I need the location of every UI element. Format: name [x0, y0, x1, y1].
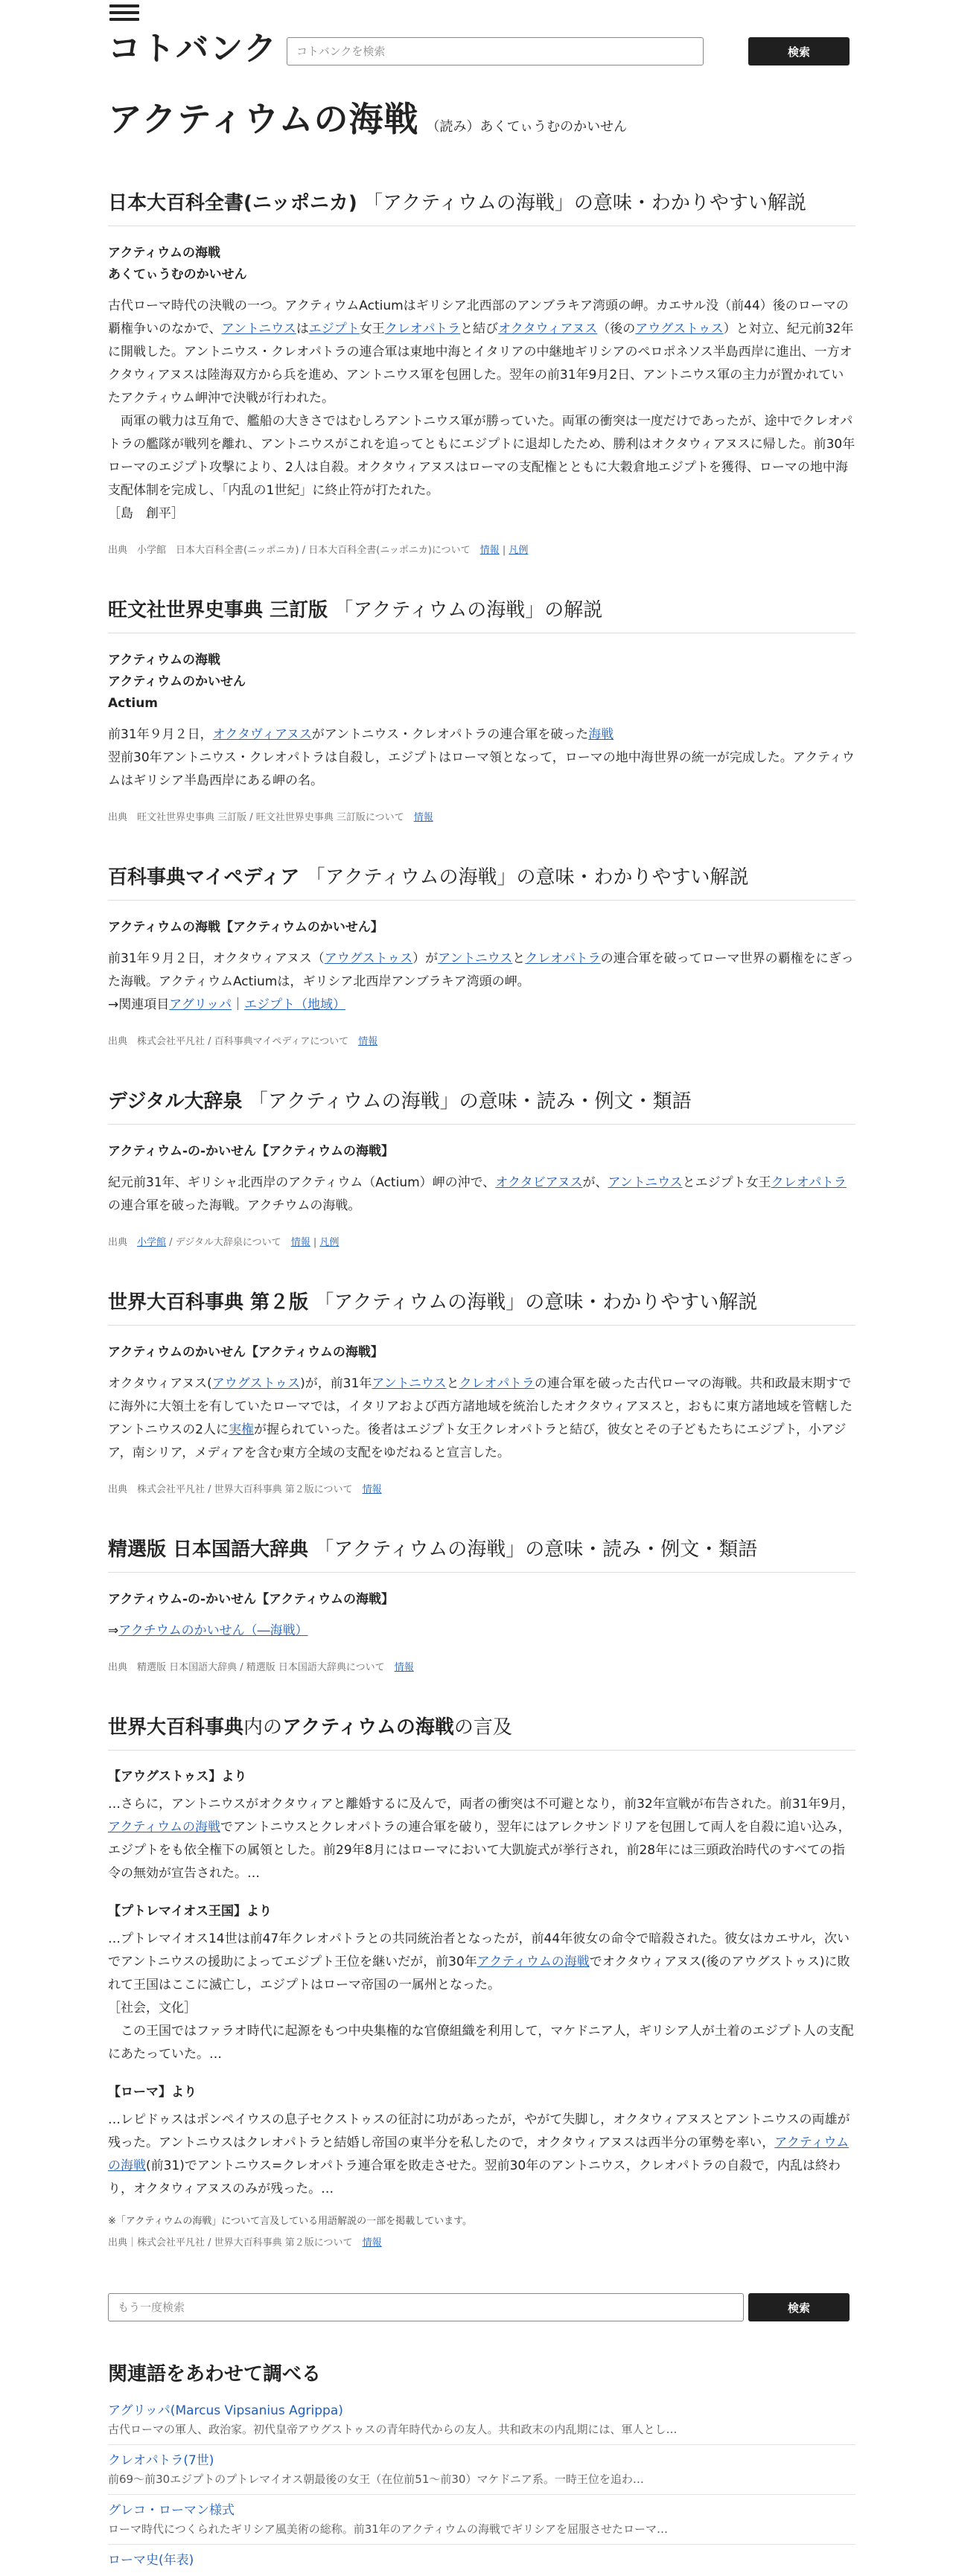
- info-link[interactable]: 情報: [413, 812, 433, 823]
- related-item[interactable]: [108, 2545, 855, 2576]
- info-link[interactable]: 情報: [358, 1036, 378, 1047]
- section-seisenban: [108, 1534, 855, 1673]
- info-link[interactable]: 情報: [362, 2237, 382, 2249]
- menu-icon[interactable]: [109, 4, 139, 25]
- link-augustus[interactable]: アウグストゥス: [635, 322, 724, 336]
- link-antonius[interactable]: アントニウス: [438, 951, 513, 966]
- entry-body: 前31年９月２日，オクタウィアヌス（アウグストゥス）がアントニウスとクレオパトラの連合軍を破ってローマ世界の覇権をにぎった海戦。アクティウムActiumは，ギリシア北西岸アンブラキア湾頭の岬。 →関連項目アグリッパ｜エジプト（地域）: [108, 951, 854, 1012]
- related-title: 関連語をあわせて調べる: [108, 2363, 322, 2385]
- link-antonius[interactable]: アントニウス: [608, 1175, 683, 1190]
- section-sekai: [108, 1287, 855, 1495]
- source-line: 出典 株式会社平凡社 / 世界大百科事典 第２版について 情報: [108, 1484, 382, 1495]
- section-mypedia: [108, 862, 855, 1047]
- link-octavianus[interactable]: オクタビアヌス: [495, 1175, 583, 1190]
- entry-body: ⇒アクチウムのかいせん（―海戦）: [108, 1623, 308, 1638]
- headword: アクティウムの海戦 あくてぃうむのかいせん: [108, 246, 247, 282]
- related-item-title[interactable]: グレコ・ローマン様式: [108, 2503, 235, 2518]
- related-item-desc: 前69～前30エジプトのプトレマイオス朝最後の女王（在位前51～前30）マケドニア系。一時王位を追わ…: [108, 2473, 644, 2486]
- section-daijisen: [108, 1086, 855, 1248]
- page-title-block: [108, 92, 855, 149]
- mention-body: …プトレマイオス14世は前47年クレオパトラとの共同統治者となったが，前44年彼女の命令で暗殺された。彼女はカエサル，次いでアントニウスの援助によってエジプト王位を継いだが，前30年アクティウムの海戦でオクタウィアヌス(後のアウグストゥス)に敗れて王国はここに滅亡し，エジプトはローマ帝国の一属州となった。 ［社会，文化］ この王国ではファラオ時代に起源をもつ中央集権的な官僚組織を利用して，マケドニア人，ギリシア人が土着のエジプト人の支配にあたっていた。…: [108, 1931, 854, 2062]
- source-line: 出典 小学館 日本大百科全書(ニッポニカ) / 日本大百科全書(ニッポニカ)について 情報 | 凡例: [108, 545, 529, 556]
- section-mentions: [108, 1712, 855, 2249]
- mention-title: 【プトレマイオス王国】より: [108, 1904, 272, 1919]
- hanrei-link[interactable]: 凡例: [509, 545, 529, 556]
- link-egypt-region[interactable]: エジプト（地域）: [244, 997, 346, 1012]
- section-heading: 旺文社世界史事典 三訂版 「アクティウムの海戦」の解説: [108, 595, 855, 633]
- info-link[interactable]: 情報: [362, 1484, 382, 1495]
- section-heading: デジタル大辞泉 「アクティウムの海戦」の意味・読み・例文・類語: [108, 1086, 855, 1125]
- related-item-title[interactable]: アグリッパ(Marcus Vipsanius Agrippa): [108, 2403, 343, 2418]
- section-obunsha: [108, 595, 855, 823]
- link-agrippa[interactable]: アグリッパ: [169, 997, 232, 1012]
- section-heading: 百科事典マイペディア 「アクティウムの海戦」の意味・わかりやすい解説: [108, 862, 855, 901]
- header: [108, 0, 855, 74]
- related-item[interactable]: [108, 2495, 855, 2545]
- info-link[interactable]: 情報: [290, 1237, 310, 1248]
- bottom-search: [108, 2293, 855, 2323]
- link-actium[interactable]: アクティウムの海戦: [108, 1820, 220, 1835]
- link-actium[interactable]: アクティウムの海戦: [108, 2135, 850, 2173]
- section-heading: 世界大百科事典内のアクティウムの海戦の言及: [108, 1712, 855, 1751]
- related-item-desc: 古代ローマの軍人、政治家。初代皇帝アウグストゥスの青年時代からの友人。共和政末の内乱期には、軍人とし…: [108, 2423, 678, 2436]
- link-cleopatra[interactable]: クレオパトラ: [525, 951, 601, 966]
- section-nipponica: [108, 188, 855, 556]
- related-item[interactable]: [108, 2395, 855, 2445]
- headword: アクティウム‐の‐かいせん【アクティウムの海戦】: [108, 1144, 395, 1159]
- link-kaisen[interactable]: 海戦: [588, 727, 614, 742]
- link-augustus[interactable]: アウグストゥス: [211, 1376, 301, 1391]
- search-input[interactable]: [287, 37, 704, 65]
- related-item-title[interactable]: クレオパトラ(7世): [108, 2453, 214, 2468]
- hanrei-link[interactable]: 凡例: [319, 1237, 340, 1248]
- entry-body: 前31年９月２日，オクタヴィアヌスがアントニウス・クレオパトラの連合軍を破った海戦 翌前30年アントニウス・クレオパトラは自殺し，エジプトはローマ領となって，ローマの地中海世界の統一が完成した。アクティウムはギリシア半島西岸にある岬の名。: [108, 727, 855, 788]
- headword: アクティウムの海戦【アクティウムのかいせん】: [108, 920, 383, 935]
- link-antonius[interactable]: アントニウス: [221, 322, 296, 336]
- link-actium[interactable]: アクティウムの海戦: [477, 1955, 590, 1969]
- section-heading: 世界大百科事典 第２版 「アクティウムの海戦」の意味・わかりやすい解説: [108, 1287, 855, 1326]
- source-line: 出典 株式会社平凡社 / 百科事典マイペディアについて 情報: [108, 1036, 378, 1047]
- mention-title: 【アウグストゥス】より: [108, 1769, 247, 1784]
- link-antonius[interactable]: アントニウス: [372, 1376, 447, 1391]
- link-actium-kaisen[interactable]: アクチウムのかいせん（―海戦）: [118, 1623, 308, 1638]
- info-link[interactable]: 情報: [394, 1662, 414, 1673]
- info-link[interactable]: 情報: [479, 545, 500, 556]
- source-line: 出典 小学館 / デジタル大辞泉について 情報 | 凡例: [108, 1237, 340, 1248]
- headword: アクティウムの海戦 アクティウムのかいせん Actium: [108, 653, 246, 711]
- site-logo[interactable]: コトバンク: [108, 30, 278, 68]
- link-egypt[interactable]: エジプト: [308, 322, 360, 336]
- headword: アクティウム‐の‐かいせん【アクティウムの海戦】: [108, 1592, 395, 1607]
- mention-body: …さらに，アントニウスがオクタウィアと離婚するに及んで，両者の衝突は不可避となり，前32年宣戦が布告された。前31年9月，アクティウムの海戦でアントニウスとクレオパトラの連合軍を破り，翌年にはアレクサンドリアを包囲して両人を自殺に追い込み，エジプトをも依全権下の属領とした。前29年8月にはローマにおいて大凱旋式が挙行され，前28年には三頭政治時代のすべての指令の無効が宣告された。…: [108, 1797, 855, 1881]
- page-title: アクティウムの海戦: [108, 99, 419, 139]
- link-cleopatra[interactable]: クレオパトラ: [771, 1175, 847, 1190]
- publisher-link[interactable]: 小学館: [137, 1237, 167, 1248]
- mentions-note: ※「アクティウムの海戦」について言及している用語解説の一部を掲載しています。: [108, 2216, 473, 2227]
- link-jikken[interactable]: 実権: [228, 1422, 254, 1437]
- headword: アクティウムのかいせん【アクティウムの海戦】: [108, 1345, 383, 1360]
- link-octavianus[interactable]: オクタヴィアヌス: [212, 727, 312, 742]
- related-terms: [108, 2359, 855, 2576]
- related-item-title[interactable]: ローマ史(年表): [108, 2553, 194, 2568]
- link-cleopatra[interactable]: クレオパトラ: [459, 1376, 535, 1391]
- related-item-desc: ローマ時代につくられたギリシア風美術の総称。前31年のアクティウムの海戦でギリシアを屈服させたローマ…: [108, 2522, 668, 2536]
- entry-body: 紀元前31年、ギリシャ北西岸のアクティウム（Actium）岬の沖で、オクタビアヌスが、アントニウスとエジプト女王クレオパトラの連合軍を破った海戦。アクチウムの海戦。: [108, 1175, 847, 1213]
- section-heading: 日本大百科全書(ニッポニカ) 「アクティウムの海戦」の意味・わかりやすい解説: [108, 188, 855, 226]
- bottom-search-input[interactable]: [108, 2293, 744, 2321]
- link-octavianus[interactable]: オクタウィアヌス: [498, 322, 598, 336]
- mention-title: 【ローマ】より: [108, 2085, 197, 2100]
- section-heading: 精選版 日本国語大辞典 「アクティウムの海戦」の意味・読み・例文・類語: [108, 1534, 855, 1573]
- search-button[interactable]: 検索: [748, 37, 850, 65]
- page-yomi: （読み）あくてぃうむのかいせん: [426, 119, 628, 135]
- source-line: 出典 精選版 日本国語大辞典 / 精選版 日本国語大辞典について 情報: [108, 1662, 414, 1673]
- source-line: 出典｜株式会社平凡社 / 世界大百科事典 第２版について 情報: [108, 2237, 382, 2249]
- related-item[interactable]: [108, 2445, 855, 2495]
- bottom-search-button[interactable]: 検索: [748, 2293, 850, 2321]
- source-line: 出典 旺文社世界史事典 三訂版 / 旺文社世界史事典 三訂版について 情報: [108, 812, 433, 823]
- entry-body: オクタウィアヌス(アウグストゥス)が，前31年アントニウスとクレオパトラの連合軍を破った古代ローマの海戦。共和政最末期すでに海外に大領土を有していたローマでは，イタリアおよび西方諸地域を統治したオクタウィアヌスと，おもに東方諸地域を管轄したアントニウスの2人に実権が握られていった。後者はエジプト女王クレオパトラと結び，彼女とその子どもたちにエジプト，小アジア，南シリア，メディアを含む東方全域の支配をゆだねると宣言した。: [108, 1376, 853, 1460]
- mention-body: …レピドゥスはポンペイウスの息子セクストゥスの征討に功があったが，やがて失脚し，オクタウィアヌスとアントニウスの両雄が残った。アントニウスはクレオパトラと結婚し帝国の東半分を私したので，オクタウィアヌスは西半分の軍勢を率い，アクティウムの海戦(前31)でアントニウス=クレオパトラ連合軍を敗走させた。翌前30年のアントニウス，クレオパトラの自殺で，内乱は終わり，オクタウィアヌスのみが残った。…: [108, 2112, 850, 2196]
- link-augustus[interactable]: アウグストゥス: [324, 951, 413, 966]
- link-cleopatra[interactable]: クレオパトラ: [384, 322, 461, 336]
- entry-body: 古代ローマ時代の決戦の一つ。アクティウムActiumはギリシア北西部のアンブラキア湾頭の岬。カエサル没（前44）後のローマの覇権争いのなかで、アントニウスはエジプト女王クレオパトラと結びオクタウィアヌス（後のアウグストゥス）と対立、紀元前32年に開戦した。アントニウス・クレオパトラの連合軍は東地中海とイタリアの中継地ギリシアのペロポネソス半島西岸に進出、一方オクタウィアヌスは陸海双方から兵を進め、アントニウス軍を包囲した。翌年の前31年9月2日、アントニウス軍の主力が置かれていたアクティウム岬沖で決戦が行われた。 両軍の戦力は互角で、艦船の大きさではむしろアントニウス軍が勝っていた。両軍の衝突は一度だけであったが、途中でクレオパトラの艦隊が戦列を離れ、アントニウスがこれを追ってともにエジプトに退却したため、勝利はオクタウィアヌスに帰した。前30年ローマのエジプト攻撃により、2人は自殺。オクタウィアヌスはローマの支配権とともに大穀倉地エジプトを獲得、ローマの地中海支配体制を完成し、「内乱の1世紀」に終止符が打たれた。 ［島 創平］: [108, 298, 855, 521]
